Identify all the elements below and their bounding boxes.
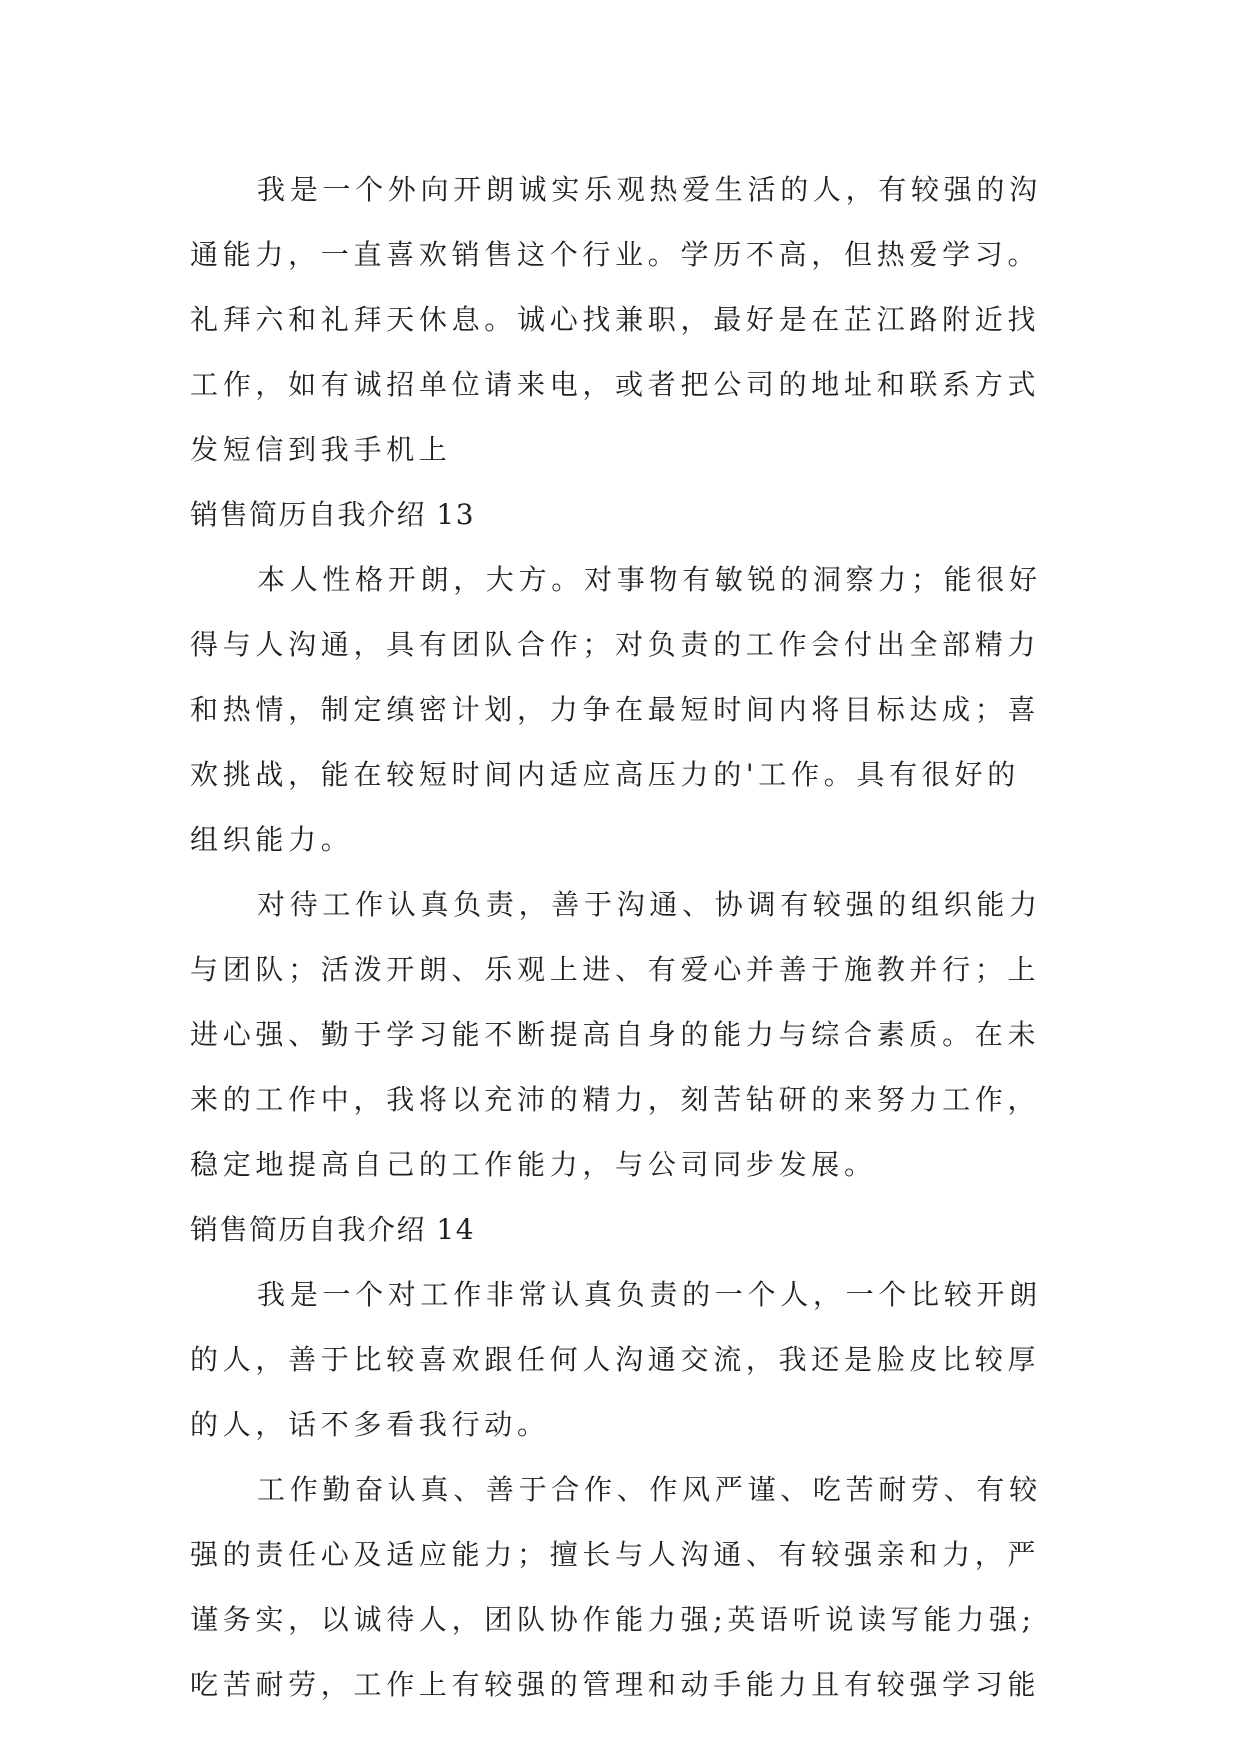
text-line: 我是一个对工作非常认真负责的一个人，一个比较开朗 bbox=[257, 1278, 1042, 1311]
text-line: 来的工作中，我将以充沛的精力，刻苦钻研的来努力工作， bbox=[190, 1083, 1041, 1116]
text-line: 吃苦耐劳，工作上有较强的管理和动手能力且有较强学习能 bbox=[190, 1668, 1041, 1701]
paragraph-13-a bbox=[190, 547, 1050, 872]
text-line: 发短信到我手机上 bbox=[190, 433, 452, 466]
text-line: 得与人沟通，具有团队合作；对负责的工作会付出全部精力 bbox=[190, 628, 1041, 661]
paragraph-14-a bbox=[190, 1262, 1050, 1457]
text-line: 稳定地提高自己的工作能力，与公司同步发展。 bbox=[190, 1148, 877, 1181]
paragraph-14-b bbox=[190, 1457, 1050, 1717]
text-line: 工作勤奋认真、善于合作、作风严谨、吃苦耐劳、有较 bbox=[257, 1473, 1042, 1506]
text-line: 强的责任心及适应能力；擅长与人沟通、有较强亲和力，严 bbox=[190, 1538, 1041, 1571]
text-line: 和热情，制定缜密计划，力争在最短时间内将目标达成；喜 bbox=[190, 693, 1041, 726]
text-line: 与团队；活泼开朗、乐观上进、有爱心并善于施教并行；上 bbox=[190, 953, 1041, 986]
paragraph-intro bbox=[190, 157, 1050, 482]
text-line: 欢挑战，能在较短时间内适应高压力的'工作。具有很好的 bbox=[190, 758, 1020, 791]
text-line: 本人性格开朗，大方。对事物有敏锐的洞察力；能很好 bbox=[257, 563, 1042, 596]
section-heading-13: 销售简历自我介绍 13 bbox=[190, 498, 476, 531]
text-line: 礼拜六和礼拜天休息。诚心找兼职，最好是在芷江路附近找 bbox=[190, 303, 1041, 336]
document-body bbox=[190, 157, 1050, 1717]
text-line: 组织能力。 bbox=[190, 823, 354, 856]
text-line: 工作，如有诚招单位请来电，或者把公司的地址和联系方式 bbox=[190, 368, 1041, 401]
paragraph-13-b bbox=[190, 872, 1050, 1197]
text-line: 的人，善于比较喜欢跟任何人沟通交流，我还是脸皮比较厚 bbox=[190, 1343, 1041, 1376]
text-line: 进心强、勤于学习能不断提高自身的能力与综合素质。在未 bbox=[190, 1018, 1041, 1051]
text-line: 我是一个外向开朗诚实乐观热爱生活的人，有较强的沟 bbox=[257, 173, 1042, 206]
text-line: 通能力，一直喜欢销售这个行业。学历不高，但热爱学习。 bbox=[190, 238, 1041, 271]
text-line: 谨务实，以诚待人，团队协作能力强;英语听说读写能力强; bbox=[190, 1603, 1036, 1636]
text-line: 的人，话不多看我行动。 bbox=[190, 1408, 550, 1441]
text-line: 对待工作认真负责，善于沟通、协调有较强的组织能力 bbox=[257, 888, 1042, 921]
section-heading-14: 销售简历自我介绍 14 bbox=[190, 1213, 476, 1246]
